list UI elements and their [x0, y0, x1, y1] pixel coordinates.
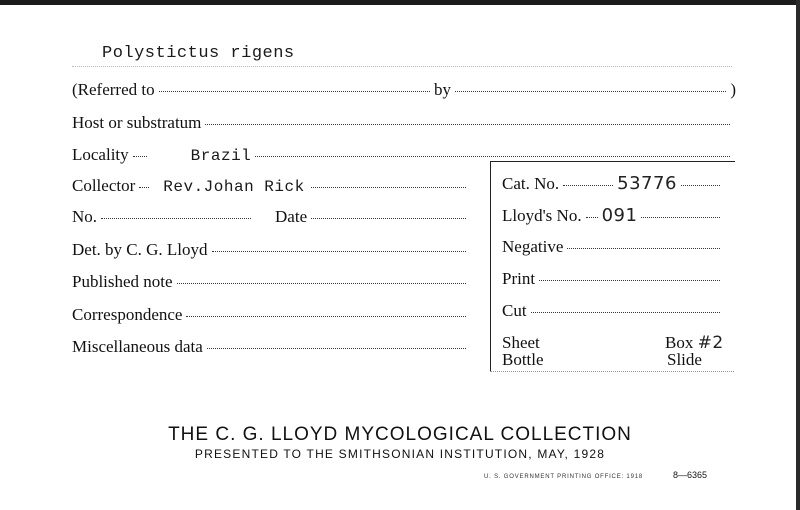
- no-label: No.: [72, 207, 98, 226]
- host-label: Host or substratum: [72, 113, 202, 132]
- published-label: Published note: [72, 272, 173, 291]
- card-top-edge: [0, 0, 800, 5]
- lloyd-label: Lloyd's No.: [502, 206, 582, 225]
- negative-label: Negative: [502, 237, 564, 256]
- negative-line: [567, 248, 720, 249]
- correspondence-label: Correspondence: [72, 305, 183, 324]
- species-row: [72, 44, 727, 63]
- locality-line: [255, 156, 730, 157]
- collector-row: [72, 176, 470, 196]
- catalog-box-bottom: [490, 371, 734, 372]
- misc-line: [207, 348, 466, 349]
- species-underline: [72, 66, 732, 67]
- print-line: [539, 280, 720, 281]
- collector-value: Rev.Johan Rick: [163, 178, 305, 196]
- misc-label: Miscellaneous data: [72, 337, 203, 356]
- collection-subtitle: PRESENTED TO THE SMITHSONIAN INSTITUTION, MAY, 1928: [194, 447, 606, 461]
- slide-label: Slide: [667, 350, 702, 369]
- referred-line: [159, 91, 430, 92]
- correspondence-row: [72, 305, 470, 325]
- negative-row: [502, 237, 724, 257]
- cut-row: [502, 301, 724, 321]
- by-label: by: [433, 80, 451, 99]
- printer-note: U. S. GOVERNMENT PRINTING OFFICE: 1918: [484, 474, 643, 480]
- bottle-label: Bottle: [502, 350, 544, 369]
- det-row: [72, 240, 470, 260]
- collector-line: [311, 187, 466, 188]
- lloyd-line: [641, 217, 720, 218]
- det-label: Det. by C. G. Lloyd: [72, 240, 208, 259]
- no-date-row: [72, 207, 470, 227]
- host-row: [72, 113, 734, 133]
- host-line: [205, 124, 730, 125]
- cut-label: Cut: [502, 301, 527, 320]
- date-label: Date: [275, 207, 308, 226]
- cat-value: 53776: [617, 173, 677, 194]
- published-row: [72, 272, 470, 292]
- box-label: Box: [665, 333, 694, 352]
- date-line: [311, 218, 466, 219]
- cat-label: Cat. No.: [502, 174, 560, 193]
- box-value: #2: [697, 333, 724, 353]
- species-name: Polystictus rigens: [102, 44, 295, 63]
- cat-line: [681, 185, 720, 186]
- no-line: [101, 218, 251, 219]
- locality-value: Brazil: [190, 147, 252, 165]
- cut-line: [531, 312, 720, 313]
- correspondence-line: [186, 316, 466, 317]
- collector-label: Collector: [72, 176, 136, 195]
- print-label: Print: [502, 269, 536, 288]
- close-paren: ): [730, 80, 737, 99]
- referred-row: [72, 80, 736, 100]
- by-line: [455, 91, 726, 92]
- det-line: [212, 251, 466, 252]
- referred-label: (Referred to: [72, 80, 155, 99]
- locality-label: Locality: [72, 145, 129, 164]
- cat-row: [502, 173, 724, 194]
- lloyd-value: 091: [601, 205, 638, 226]
- misc-row: [72, 337, 470, 357]
- sheet-label: Sheet: [502, 333, 540, 352]
- collection-title: THE C. G. LLOYD MYCOLOGICAL COLLECTION: [168, 424, 632, 445]
- print-row: [502, 269, 724, 289]
- form-number: 8—6365: [673, 470, 708, 480]
- published-line: [177, 283, 466, 284]
- lloyd-row: [502, 205, 724, 226]
